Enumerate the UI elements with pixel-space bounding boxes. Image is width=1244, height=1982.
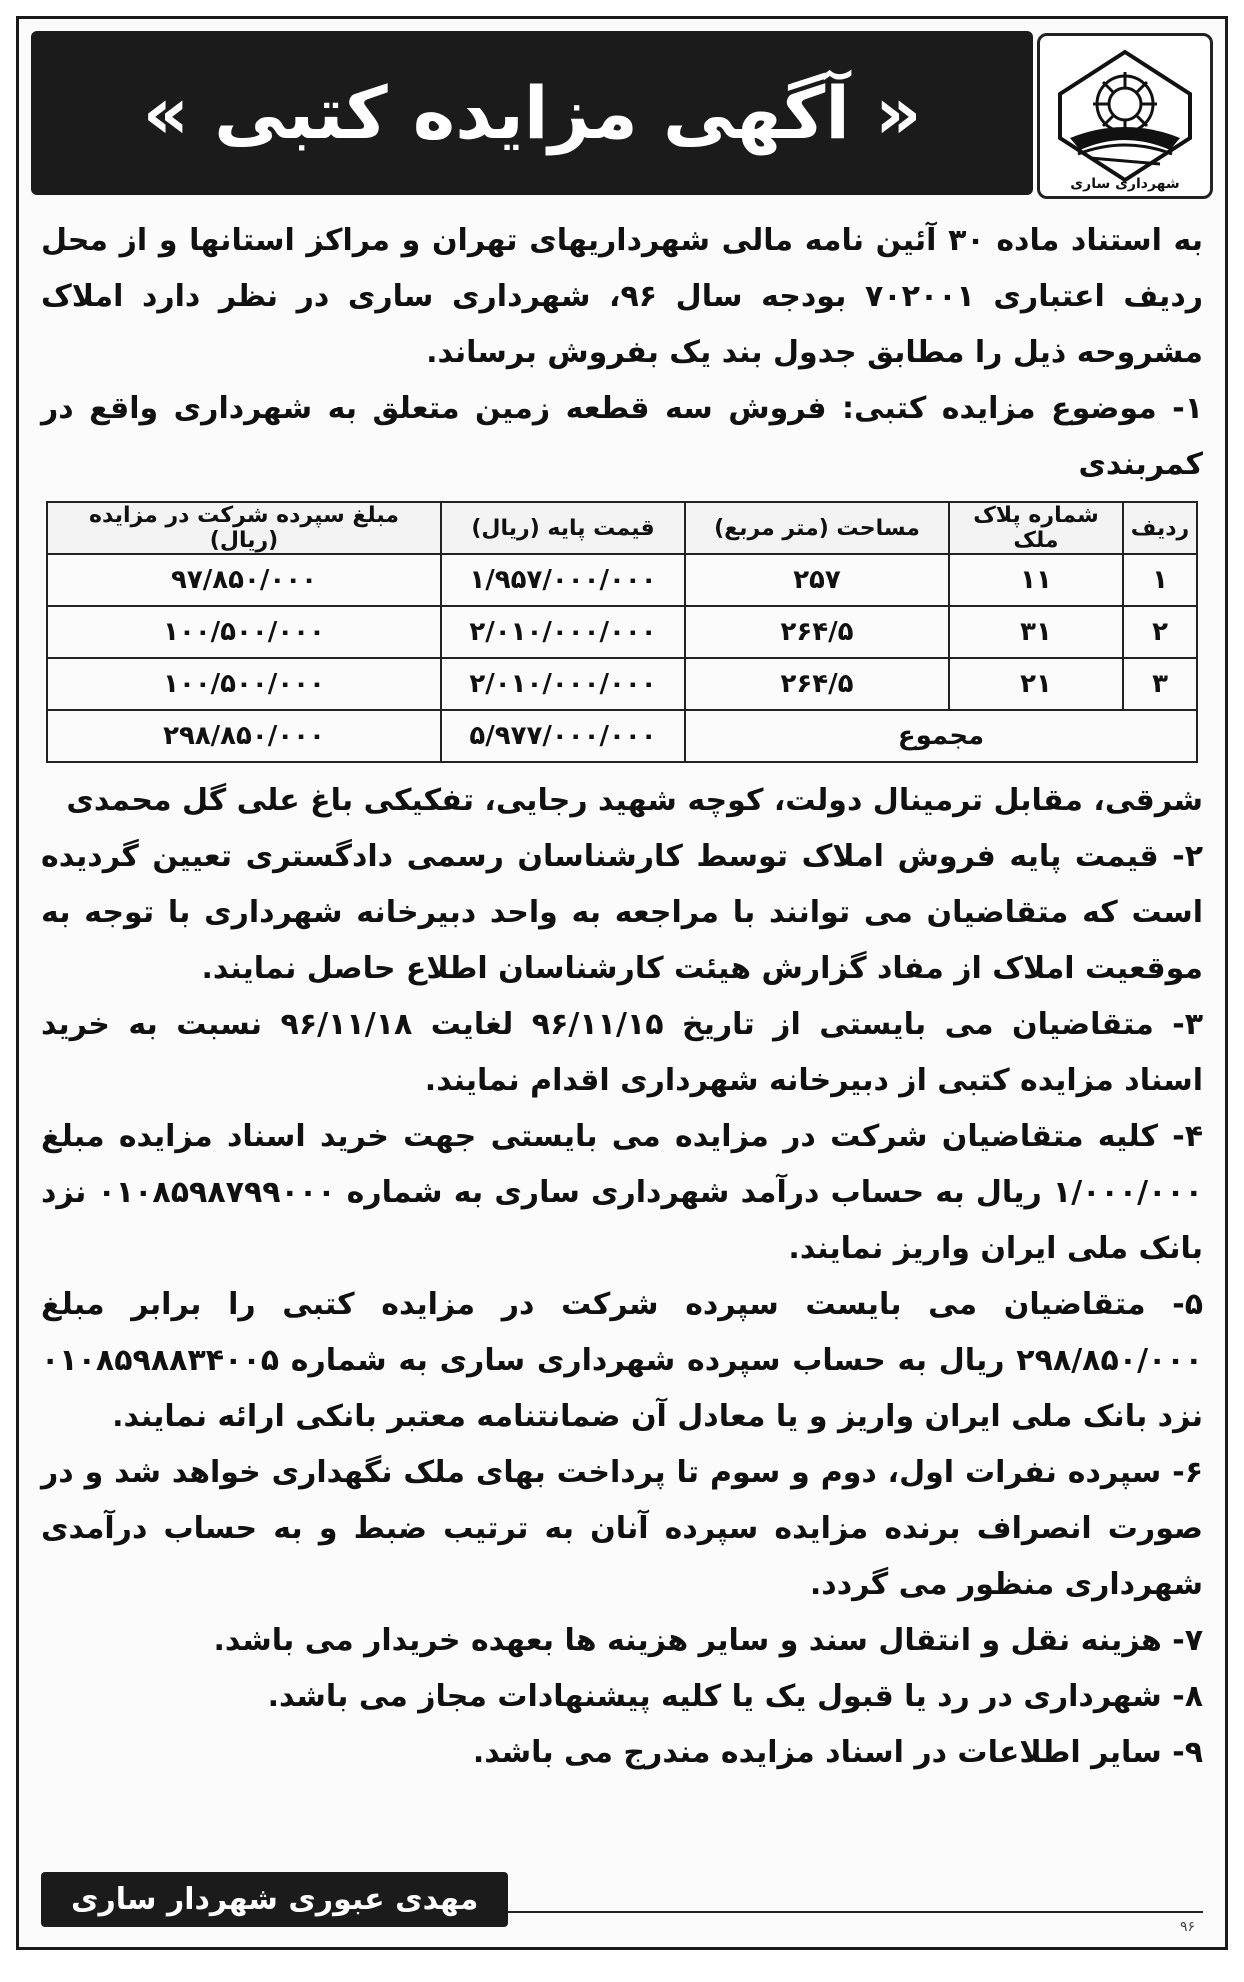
item-2: ۲- قیمت پایه فروش املاک توسط کارشناسان رسمی دادگستری تعیین گردیده است که متقاضیان می توانند با مراجعه به واحد دبیرخانه شهرداری با توجه به موقعیت املاک از مفاد گزارش هیئت کارشناسان اطلاع حاصل نمایند. (41, 839, 1203, 986)
notice-header (27, 27, 1217, 207)
table-header-row (47, 502, 1197, 554)
total-label: مجموع (685, 710, 1197, 762)
header-plate-number: شماره پلاک ملک (949, 502, 1123, 554)
cell-plate-number: ۱۱ (949, 554, 1123, 606)
title-banner (31, 31, 1033, 195)
item-3: ۳- متقاضیان می بایستی از تاریخ ۹۶/۱۱/۱۵ لغایت ۹۶/۱۱/۱۸ نسبت به خرید اسناد مزایده کتبی از دبیرخانه شهرداری اقدام نمایند. (41, 1007, 1204, 1098)
cell-base-price: ۱/۹۵۷/۰۰۰/۰۰۰ (441, 554, 685, 606)
cell-base-price: ۲/۰۱۰/۰۰۰/۰۰۰ (441, 606, 685, 658)
cell-row-number: ۱ (1123, 554, 1197, 606)
cell-area: ۲۵۷ (685, 554, 949, 606)
header-row-number: ردیف (1123, 502, 1197, 554)
cell-plate-number: ۲۱ (949, 658, 1123, 710)
table-total-row (47, 710, 1197, 762)
page-number: ۹۶ (1179, 1919, 1195, 1935)
table-row (47, 606, 1197, 658)
signature: مهدی عبوری شهردار ساری (41, 1872, 508, 1927)
cell-deposit: ۱۰۰/۵۰۰/۰۰۰ (47, 658, 441, 710)
item-1-continued: شرقی، مقابل ترمینال دولت، کوچه شهید رجایی، تفکیکی باغ علی گل محمدی (66, 783, 1203, 818)
notice-body (19, 213, 1225, 493)
cell-row-number: ۳ (1123, 658, 1197, 710)
item-6: ۶- سپرده نفرات اول، دوم و سوم تا پرداخت بهای ملک نگهداری خواهد شد و در صورت انصراف برنده مزایده سپرده آنان به ترتیب ضبط و به حساب درآمدی شهرداری منظور می گردد. (41, 1455, 1203, 1602)
intro-paragraph: به استناد ماده ۳۰ آئین نامه مالی شهرداریهای تهران و مراکز استانها و از محل ردیف اعتباری ۷۰۲۰۰۱ بودجه سال ۹۶، شهرداری ساری در نظر دارد املاک مشروحه ذیل را مطابق جدول بند یک بفروش برساند. (41, 223, 1203, 370)
total-base-price: ۵/۹۷۷/۰۰۰/۰۰۰ (441, 710, 685, 762)
item-4: ۴- کلیه متقاضیان شرکت در مزایده می بایستی جهت خرید اسناد مزایده مبلغ ۱/۰۰۰/۰۰۰ ریال به حساب درآمد شهرداری ساری به شماره ۰۱۰۸۵۹۸۷۹۹۰۰۰ نزد بانک ملی ایران واریز نمایند. (41, 1119, 1203, 1266)
total-deposit: ۲۹۸/۸۵۰/۰۰۰ (47, 710, 441, 762)
notice-page (16, 16, 1228, 1950)
header-area: مساحت (متر مربع) (685, 502, 949, 554)
notice-title: « آگهی مزایده کتبی » (142, 71, 922, 155)
cell-base-price: ۲/۰۱۰/۰۰۰/۰۰۰ (441, 658, 685, 710)
cell-area: ۲۶۴/۵ (685, 658, 949, 710)
table-row (47, 554, 1197, 606)
municipality-logo (1037, 33, 1213, 199)
cell-deposit: ۹۷/۸۵۰/۰۰۰ (47, 554, 441, 606)
item-5: ۵- متقاضیان می بایست سپرده شرکت در مزایده کتبی را برابر مبلغ ۲۹۸/۸۵۰/۰۰۰ ریال به حساب سپرده شهرداری ساری به شماره ۰۱۰۸۵۹۸۸۳۴۰۰۵ نزد بانک ملی ایران واریز و یا معادل آن ضمانتنامه معتبر بانکی ارائه نمایند. (41, 1287, 1203, 1434)
item-7: ۷- هزینه نقل و انتقال سند و سایر هزینه ها بعهده خریدار می باشد. (213, 1623, 1203, 1658)
logo-text: شهرداری ساری (1070, 176, 1180, 192)
table-row (47, 658, 1197, 710)
cell-row-number: ۲ (1123, 606, 1197, 658)
cell-plate-number: ۳۱ (949, 606, 1123, 658)
header-base-price: قیمت پایه (ریال) (441, 502, 685, 554)
item-1: ۱- موضوع مزایده کتبی: فروش سه قطعه زمین متعلق به شهرداری واقع در کمربندی (41, 391, 1203, 482)
header-deposit: مبلغ سپرده شرکت در مزایده (ریال) (47, 502, 441, 554)
item-9: ۹- سایر اطلاعات در اسناد مزایده مندرج می باشد. (472, 1735, 1203, 1770)
cell-area: ۲۶۴/۵ (685, 606, 949, 658)
properties-table (46, 501, 1198, 763)
notice-items (19, 773, 1225, 1781)
cell-deposit: ۱۰۰/۵۰۰/۰۰۰ (47, 606, 441, 658)
sari-municipality-emblem-icon (1050, 46, 1200, 186)
item-8: ۸- شهرداری در رد یا قبول یک یا کلیه پیشنهادات مجاز می باشد. (267, 1679, 1203, 1714)
